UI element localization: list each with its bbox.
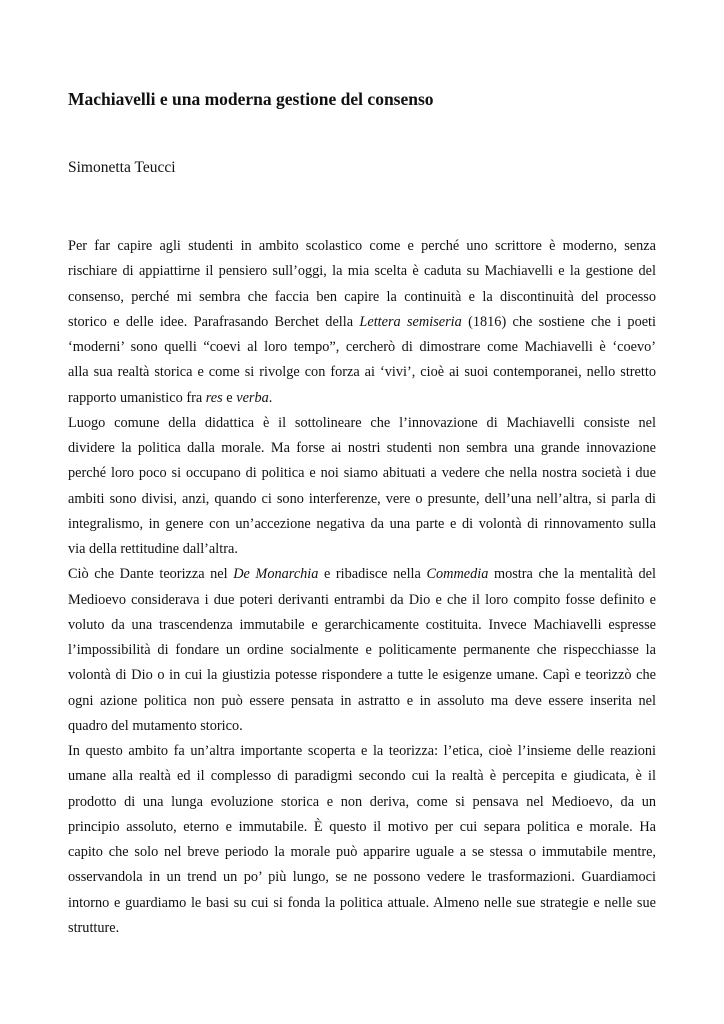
text-segment: rapporto umanistico fra [68,389,206,406]
text-line [68,335,656,360]
text-line [68,411,656,436]
text-line [68,689,656,714]
text-line [68,285,656,310]
paragraph [68,234,656,411]
text-segment: umane alla realtà ed il complesso di paradigmi secondo cui la realtà è percepita e giudicata, è il [68,768,656,785]
text-segment: principio assoluto, eterno e immutabile. È questo il motivo per cui separa politica e morale. Ha [68,818,656,835]
text-line [68,613,656,638]
text-segment: dividere la politica dalla morale. Ma forse ai nostri studenti non sembra una grande innovazione [68,440,656,456]
text-line [68,790,656,815]
text-segment: l’impossibilità di fondare un ordine socialmente e politicamente permanente che rispecchiasse la [68,642,656,658]
text-line [68,259,656,284]
text-segment: storico e delle idee. Parafrasando Berchet della [68,313,360,330]
text-segment: alla sua realtà storica e come si rivolge con forza ai ‘vivi’, cioè ai suoi contemporanei, nello stretto [68,364,656,381]
paragraph [68,739,656,941]
italic-text: Commedia [426,566,489,583]
text-segment: Luogo comune della didattica è il sottolineare che l’innovazione di Machiavelli consiste nel [68,414,656,431]
text-line [68,512,656,537]
text-line [68,310,656,335]
text-line [68,840,656,865]
text-segment: intorno e guardiamo le basi su cui si fonda la politica attuale. Almeno nelle sue strategie e nelle sue [68,894,656,911]
text-segment: (1816) che sostiene che i poeti [461,313,657,330]
text-segment: ambiti sono divisi, anzi, quando ci sono interferenze, vere o presunte, dell’una nell’altra, si parla di [68,490,656,507]
text-line [68,487,656,512]
paragraph [68,562,656,739]
italic-text: De Monarchia [233,566,319,583]
paragraph [68,411,656,563]
text-line [68,234,656,259]
text-line [68,916,656,941]
italic-text: verba [236,389,269,406]
text-segment: capito che solo nel breve periodo la morale può apparire uguale a se stessa o immutabile mentre, [68,844,656,860]
text-line [68,386,656,411]
text-segment: ‘moderni’ sono quelli “coevi al loro tempo”, cercherò di dimostrare come Machiavelli è ‘coevo’ [68,339,656,355]
text-segment: via della rettitudine dall’altra. [68,541,238,557]
text-segment: rischiare di appiattirne il pensiero sull’oggi, la mia scelta è caduta su Machiavelli e la gestione del [68,263,656,280]
text-segment: integralismo, in genere con un’accezione negativa da una parte e di volontà di rinnovamento sulla [68,515,656,532]
text-segment: . [268,389,273,406]
text-line [68,865,656,890]
italic-text: Lettera semiseria [359,313,462,330]
text-line [68,815,656,840]
document-title: Machiavelli e una moderna gestione del consenso [68,89,434,109]
text-segment: Ciò che Dante teorizza nel [68,566,234,583]
text-line [68,663,656,688]
text-segment: osservandola in un trend un po’ più lungo, se ne possono vedere le trasformazioni. Guardiamoci [68,869,656,886]
text-line [68,360,656,385]
text-line [68,739,656,764]
italic-text: res [205,389,223,406]
text-line [68,537,656,562]
document-page [68,0,656,1024]
text-segment: ogni azione politica non può essere pensata in astratto e in assoluto ma deve essere inserita nel [68,692,656,709]
text-line [68,588,656,613]
document-body [68,234,656,941]
text-line [68,562,656,587]
text-segment: Medioevo considerava i due poteri derivanti entrambi da Dio e che il loro compito fosse definito e [68,591,656,608]
text-line [68,764,656,789]
text-segment: prodotto di una lunga evoluzione storica e non deriva, come si pensava nel Medioevo, da un [68,793,656,810]
text-line [68,436,656,461]
text-segment: e [222,389,237,406]
author-name: Simonetta Teucci [68,159,176,176]
text-segment: voluto da una trascendenza immutabile e gerarchicamente costituita. Invece Machiavelli espresse [68,616,656,633]
text-segment: volontà di Dio o in cui la giustizia potesse rispondere a tutte le esigenze umane. Capì e teorizzò che [68,667,656,684]
text-segment: mostra che la mentalità del [488,566,656,583]
text-segment: perché loro poco si occupano di politica e noi siamo abituati a vedere che nella nostra società i due [68,465,656,482]
text-line [68,638,656,663]
text-segment: quadro del mutamento storico. [68,717,243,734]
text-line [68,714,656,739]
text-segment: strutture. [68,919,120,936]
text-segment: In questo ambito fa un’altra importante scoperta e la teorizza: l’etica, cioè l’insieme delle reazioni [68,743,656,759]
text-segment: consenso, perché mi sembra che faccia ben capire la continuità e la discontinuità del processo [68,288,656,305]
text-segment: Per far capire agli studenti in ambito scolastico come e perché uno scrittore è moderno, senza [68,238,656,254]
text-line [68,891,656,916]
text-segment: e ribadisce nella [318,566,427,583]
text-line [68,461,656,486]
